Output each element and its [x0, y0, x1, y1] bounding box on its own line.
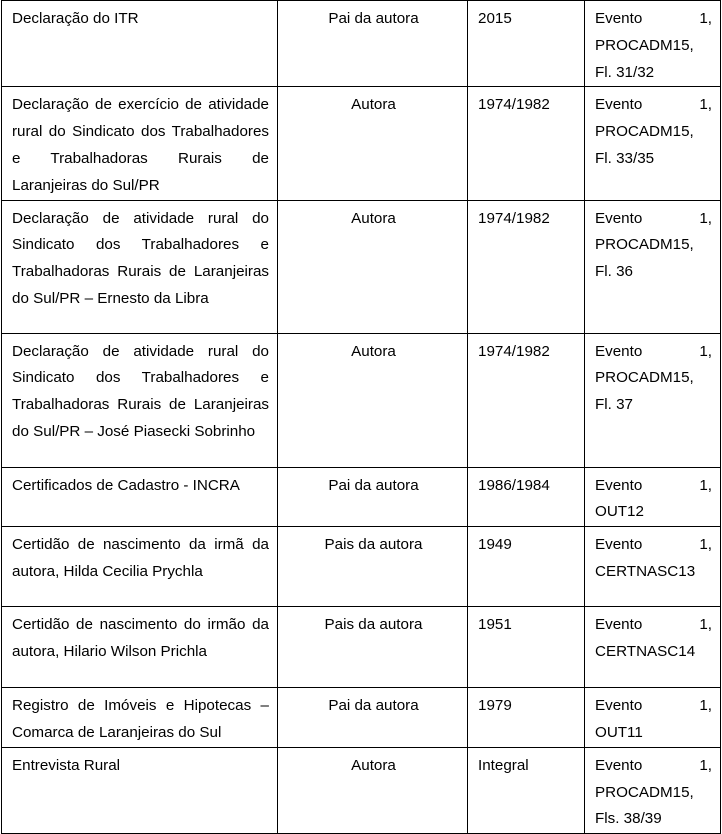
- document-cell: Declaração de atividade rural do Sindicato dos Trabalhadores e Trabalhadoras Rurais de Laranjeiras do Sul/PR – José Piasecki Sobrinho: [2, 333, 278, 467]
- holder-cell: Pais da autora: [278, 607, 468, 688]
- period-cell: Integral: [468, 747, 585, 833]
- reference-doc: PROCADM15,: [595, 236, 694, 254]
- reference-cell: [585, 1, 721, 87]
- reference-doc: PROCADM15,: [595, 369, 694, 387]
- reference-doc: PROCADM15,: [595, 123, 694, 141]
- reference-event-number: 1,: [699, 697, 712, 715]
- table-row: [2, 688, 721, 748]
- reference-doc: OUT11: [595, 723, 643, 741]
- reference-event-label: Evento: [595, 342, 643, 360]
- reference-event-label: Evento: [595, 476, 643, 494]
- period-cell: 2015: [468, 1, 585, 87]
- table-row: [2, 607, 721, 688]
- document-cell: Certificados de Cadastro - INCRA: [2, 467, 278, 527]
- reference-event: [595, 92, 712, 119]
- reference-event-number: 1,: [699, 10, 712, 27]
- reference-event-label: Evento: [595, 10, 643, 27]
- reference-pages: Fl. 37: [595, 396, 633, 414]
- reference-event-number: 1,: [699, 476, 712, 494]
- reference-cell: [585, 747, 721, 833]
- reference-event: [595, 473, 712, 500]
- document-cell: Declaração de exercício de atividade rural do Sindicato dos Trabalhadores e Trabalhadoras Rurais de Laranjeiras do Sul/PR: [2, 87, 278, 200]
- holder-cell: Pai da autora: [278, 1, 468, 87]
- reference-event: [595, 693, 712, 720]
- document-cell: Registro de Imóveis e Hipotecas – Comarca de Laranjeiras do Sul: [2, 688, 278, 748]
- period-cell: 1974/1982: [468, 333, 585, 467]
- table-row: [2, 333, 721, 467]
- document-cell: Certidão de nascimento da irmã da autora, Hilda Cecilia Prychla: [2, 527, 278, 607]
- reference-event-label: Evento: [595, 697, 643, 715]
- reference-cell: [585, 688, 721, 748]
- period-cell: 1979: [468, 688, 585, 748]
- holder-cell: Pais da autora: [278, 527, 468, 607]
- holder-cell: Autora: [278, 333, 468, 467]
- reference-event-label: Evento: [595, 96, 643, 114]
- reference-event: [595, 532, 712, 559]
- period-cell: 1986/1984: [468, 467, 585, 527]
- document-cell: Certidão de nascimento do irmão da autora, Hilario Wilson Prichla: [2, 607, 278, 688]
- reference-event-number: 1,: [699, 342, 712, 360]
- period-cell: 1974/1982: [468, 200, 585, 333]
- document-cell: Entrevista Rural: [2, 747, 278, 833]
- reference-pages: Fl. 31/32: [595, 63, 655, 81]
- reference-event-number: 1,: [699, 616, 712, 634]
- reference-doc: PROCADM15,: [595, 783, 694, 801]
- reference-cell: [585, 87, 721, 200]
- reference-event-label: Evento: [595, 756, 643, 774]
- evidence-table-body: [2, 1, 721, 834]
- reference-doc: PROCADM15,: [595, 36, 694, 54]
- reference-cell: [585, 200, 721, 333]
- reference-doc: CERTNASC14: [595, 642, 696, 660]
- reference-event-label: Evento: [595, 209, 643, 227]
- evidence-table: [1, 0, 721, 834]
- holder-cell: Pai da autora: [278, 467, 468, 527]
- period-cell: 1951: [468, 607, 585, 688]
- reference-event-number: 1,: [699, 536, 712, 554]
- reference-cell: [585, 527, 721, 607]
- reference-pages: Fl. 36: [595, 263, 633, 281]
- table-row: [2, 527, 721, 607]
- reference-cell: [585, 333, 721, 467]
- table-row: [2, 1, 721, 87]
- reference-event-number: 1,: [699, 209, 712, 227]
- reference-cell: [585, 467, 721, 527]
- reference-pages: Fl. 33/35: [595, 149, 655, 167]
- table-row: [2, 467, 721, 527]
- reference-doc: CERTNASC13: [595, 562, 696, 580]
- reference-event: [595, 206, 712, 233]
- reference-event: [595, 753, 712, 780]
- holder-cell: Autora: [278, 747, 468, 833]
- reference-event: [595, 339, 712, 366]
- reference-event-number: 1,: [699, 756, 712, 774]
- holder-cell: Pai da autora: [278, 688, 468, 748]
- table-row: [2, 747, 721, 833]
- reference-cell: [585, 607, 721, 688]
- reference-event-label: Evento: [595, 536, 643, 554]
- reference-event: [595, 612, 712, 639]
- holder-cell: Autora: [278, 87, 468, 200]
- holder-cell: Autora: [278, 200, 468, 333]
- table-row: [2, 200, 721, 333]
- document-cell: Declaração de atividade rural do Sindicato dos Trabalhadores e Trabalhadoras Rurais de Laranjeiras do Sul/PR – Ernesto da Libra: [2, 200, 278, 333]
- reference-event-number: 1,: [699, 96, 712, 114]
- period-cell: 1949: [468, 527, 585, 607]
- document-cell: Declaração do ITR: [2, 1, 278, 87]
- period-cell: 1974/1982: [468, 87, 585, 200]
- reference-pages: Fls. 38/39: [595, 810, 662, 828]
- reference-event: [595, 6, 712, 33]
- reference-event-label: Evento: [595, 616, 643, 634]
- table-row: [2, 87, 721, 200]
- reference-doc: OUT12: [595, 503, 644, 521]
